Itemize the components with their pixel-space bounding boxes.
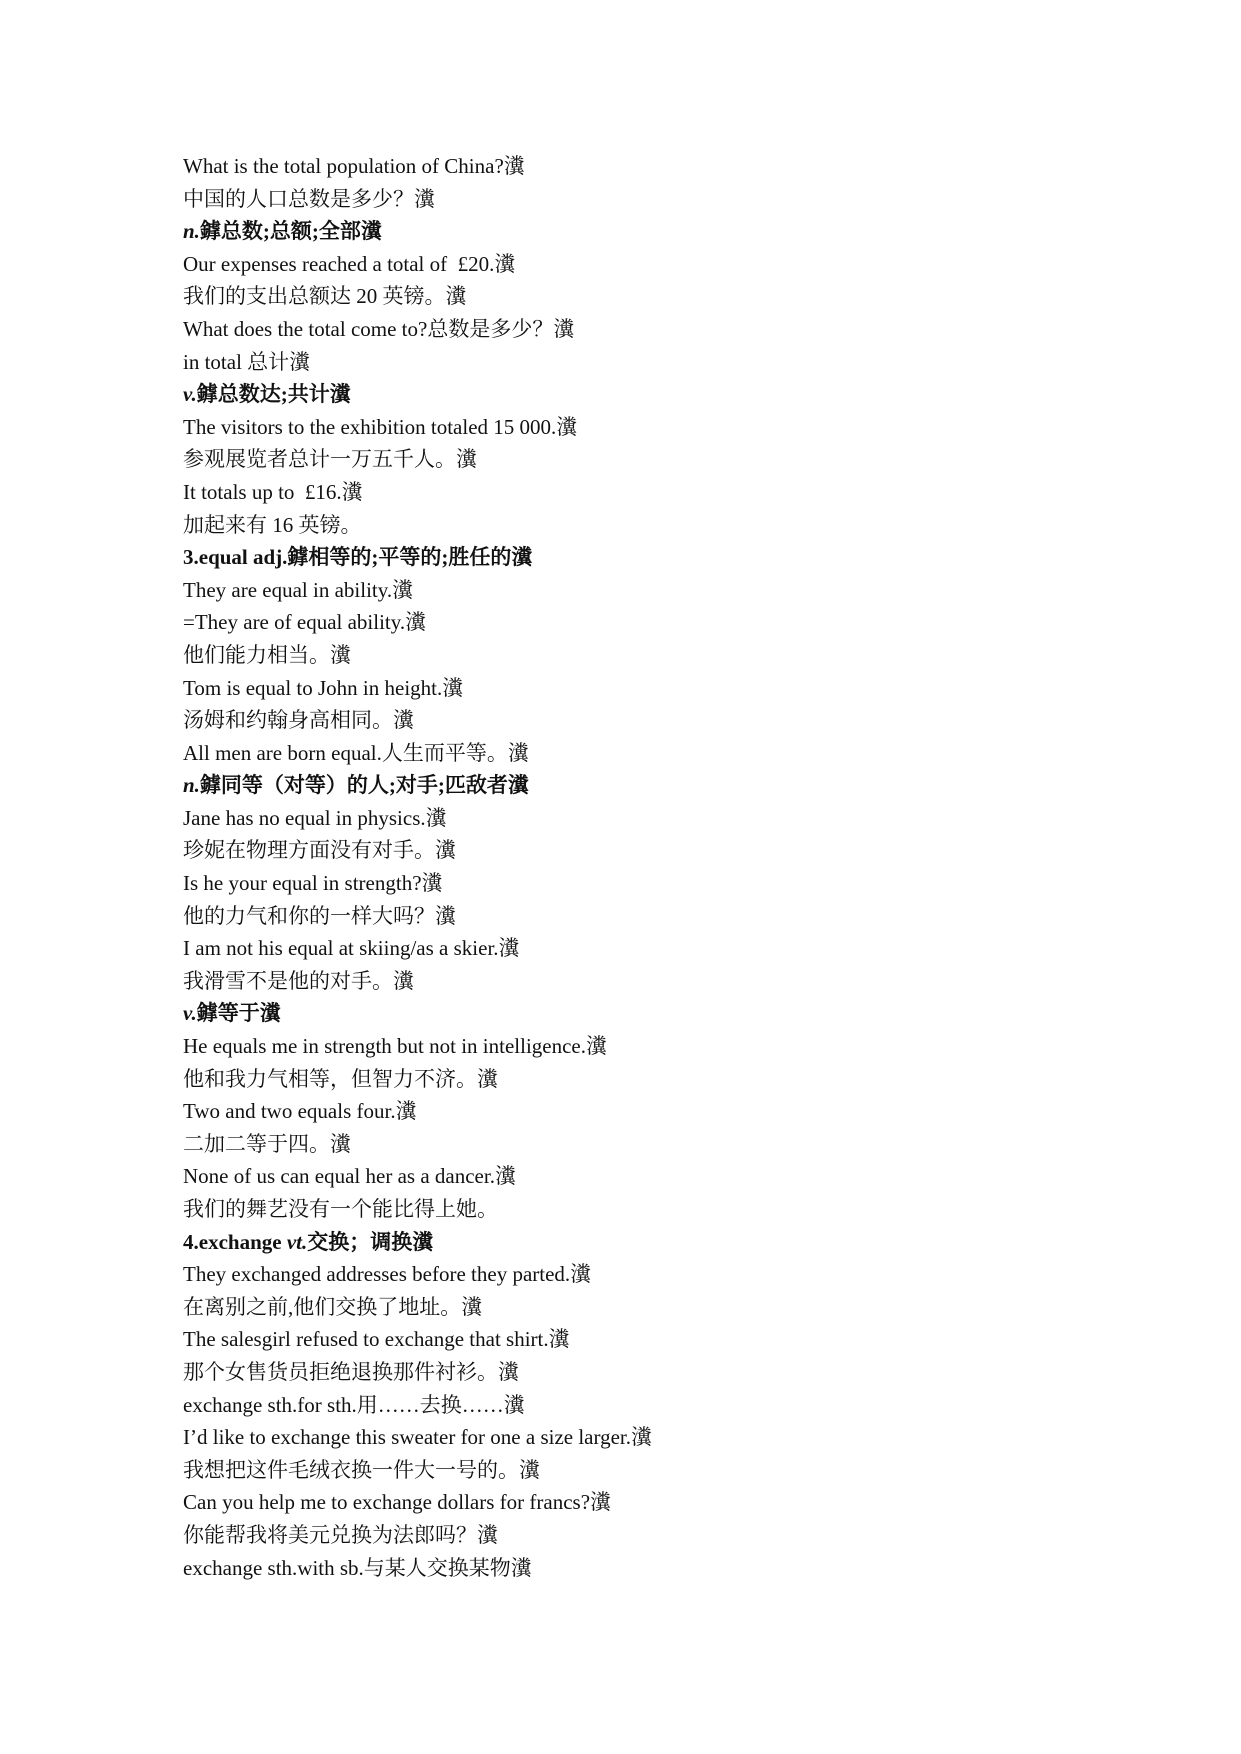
line: The visitors to the exhibition totaled 15 000.瀵: [183, 414, 578, 439]
document-page: [183, 150, 1183, 1584]
line: 参观展览者总计一万五千人。瀵: [183, 447, 477, 472]
line: Tom is equal to John in height.瀵: [183, 675, 464, 700]
line: 二加二等于四。瀵: [183, 1131, 351, 1156]
line: 汤姆和约翰身高相同。瀵: [183, 708, 414, 733]
line: I’d like to exchange this sweater for one a size larger.瀵: [183, 1425, 653, 1450]
line: 珍妮在物理方面没有对手。瀵: [183, 838, 456, 863]
line: Is he your equal in strength?瀵: [183, 871, 443, 896]
line: exchange sth.with sb.与某人交换某物瀵: [183, 1555, 532, 1580]
line: 他们能力相当。瀵: [183, 642, 351, 667]
line: Can you help me to exchange dollars for francs?瀵: [183, 1490, 612, 1515]
line: 在离别之前,他们交换了地址。瀵: [183, 1294, 483, 1319]
line: 加起来有 16 英镑。: [183, 512, 362, 537]
line: 中国的人口总数是多少？瀵: [183, 186, 435, 211]
line: All men are born equal.人生而平等。瀵: [183, 740, 529, 765]
line: They are equal in ability.瀵: [183, 577, 414, 602]
line: 我们的舞艺没有一个能比得上她。: [183, 1197, 498, 1221]
line: Two and two equals four.瀵: [183, 1099, 417, 1124]
line: What does the total come to?总数是多少？瀵: [183, 316, 575, 341]
line: It totals up to £16.瀵: [183, 479, 363, 504]
section-heading: 4.exchange vt.交换；调换瀵: [183, 1229, 434, 1254]
line: 他和我力气相等，但智力不济。瀵: [183, 1066, 498, 1091]
line: =They are of equal ability.瀵: [183, 610, 427, 635]
section-heading: n.鎼总数;总额;全部瀵: [183, 219, 382, 244]
line: They exchanged addresses before they parted.瀵: [183, 1262, 592, 1287]
line: 你能帮我将美元兑换为法郎吗？瀵: [183, 1522, 498, 1547]
line: in total 总计瀵: [183, 349, 311, 374]
line: He equals me in strength but not in intelligence.瀵: [183, 1034, 607, 1059]
line: 我想把这件毛绒衣换一件大一号的。瀵: [183, 1457, 540, 1482]
section-heading: v.鎼等于瀵: [183, 1001, 281, 1026]
line: None of us can equal her as a dancer.瀵: [183, 1164, 516, 1189]
line: What is the total population of China?瀵: [183, 154, 525, 178]
line: 那个女售货员拒绝退换那件衬衫。瀵: [183, 1359, 519, 1384]
section-heading: v.鎼总数达;共计瀵: [183, 382, 351, 407]
line: The salesgirl refused to exchange that shirt.瀵: [183, 1327, 570, 1352]
line: Jane has no equal in physics.瀵: [183, 805, 447, 830]
line: Our expenses reached a total of £20.瀵: [183, 251, 516, 276]
line: exchange sth.for sth.用……去换……瀵: [183, 1392, 525, 1417]
line: I am not his equal at skiing/as a skier.瀵: [183, 936, 520, 961]
section-heading: 3.equal adj.鎼相等的;平等的;胜任的瀵: [183, 545, 533, 570]
line: 我们的支出总额达 20 英镑。瀵: [183, 284, 467, 309]
line: 他的力气和你的一样大吗？瀵: [183, 903, 456, 928]
section-heading: n.鎼同等（对等）的人;对手;匹敌者瀵: [183, 773, 529, 798]
line: 我滑雪不是他的对手。瀵: [183, 968, 414, 993]
